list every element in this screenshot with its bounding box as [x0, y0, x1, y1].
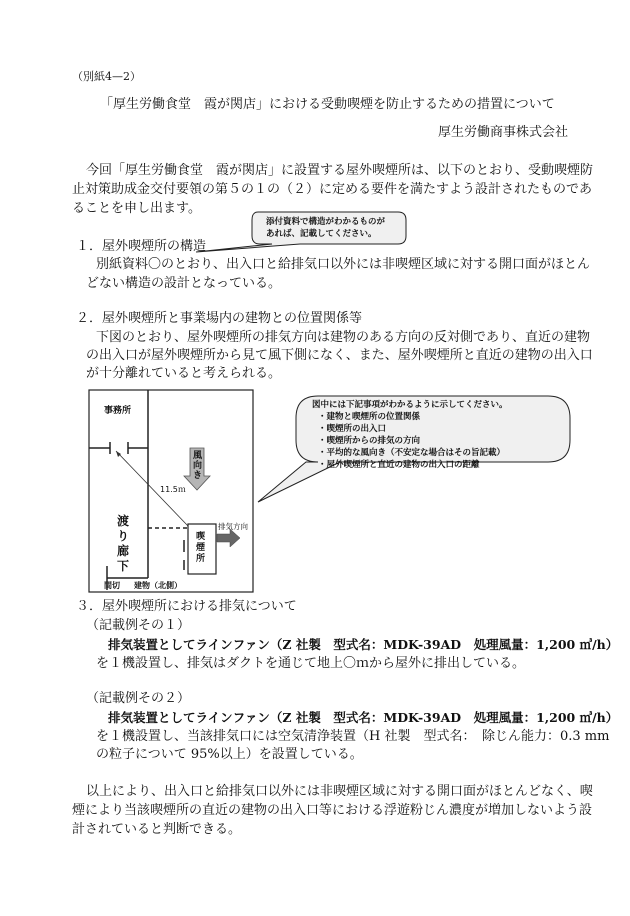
example-2-line-2: を１機設置し、当該排気口には空気清浄装置（H 社製 型式名： 除じん能力：0.3 mm: [96, 729, 610, 744]
callout-2-item: ・屋外喫煙所と直近の建物の出入口の距離: [318, 460, 480, 470]
section-1-heading: １．屋外喫煙所の構造: [76, 239, 207, 254]
section-2-line-3: が十分離れていると考えられる。: [86, 366, 282, 381]
wind-label: 風向き: [193, 451, 203, 481]
conclusion-line-2: 煙により当該喫煙所の直近の建物の出入口等における浮遊粉じん濃度が増加しないよう設: [72, 803, 593, 818]
callout-2-item: ・平均的な風向き（不安定な場合はその旨記載）: [318, 448, 506, 458]
callout-2-item: ・喫煙所からの排気の方向: [318, 436, 421, 446]
intro-line-3: ることを申し出ます。: [72, 201, 201, 216]
callout-1-line-1: 添付資料で構造がわかるものが: [266, 217, 386, 227]
attachment-label: （別紙4—2）: [72, 70, 141, 83]
page-title: 「厚生労働食堂 霞が関店」における受動喫煙を防止するための措置について: [100, 97, 555, 112]
conclusion-line-3: 計されていると判断できる。: [72, 822, 242, 837]
office-label: 事務所: [104, 406, 132, 416]
callout-2-item: ・喫煙所の出入口: [318, 424, 387, 434]
section-1-line-2: どない構造の設計となっている。: [86, 276, 282, 291]
callout-1-line-2: あれば、記載してください。: [266, 229, 377, 239]
smoking-area-label: 喫煙所: [196, 532, 206, 564]
conclusion-line-1: 以上により、出入口と給排気口以外には非喫煙区域に対する開口面がほとんどなく、喫: [86, 784, 593, 799]
example-1-line-1: 排気装置としてラインファン（Z 社製 型式名：MDK-39AD 処理風量：1,200 ㎥/h）: [108, 637, 619, 652]
exhaust-label: 排気方向: [218, 522, 248, 531]
callout-2-intro: 図中には下記事項がわかるように示してください。: [312, 400, 508, 410]
example-1-line-2: を１機設置し、排気はダクトを通じて地上〇ｍから屋外に排出している。: [96, 656, 526, 671]
example-2-label: （記載例その２）: [86, 691, 191, 706]
company-name: 厚生労働商事株式会社: [438, 125, 569, 140]
building-label: 建物（北側）: [134, 581, 182, 590]
section-3-heading: ３．屋外喫煙所における排気について: [76, 599, 297, 614]
example-2-line-3: の粒子について 95%以上）を設置している。: [96, 747, 363, 762]
intro-line-1: 今回「厚生労働食堂 霞が関店」に設置する屋外喫煙所は、以下のとおり、受動喫煙防: [86, 163, 594, 178]
intro-line-2: 止対策助成金交付要領の第５の１の（２）に定める要件を満たすよう設計されたものであ: [72, 182, 593, 197]
corridor-label: 渡り廊下: [117, 514, 130, 573]
section-2-line-2: の出入口が屋外喫煙所から見て風下側になく、また、屋外喫煙所と直近の建物の出入口: [86, 348, 593, 363]
section-2-line-1: 下図のとおり、屋外喫煙所の排気方向は建物のある方向の反対側であり、直近の建物: [96, 330, 591, 345]
section-2-heading: ２．屋外喫煙所と事業場内の建物との位置関係等: [76, 311, 363, 326]
example-1-label: （記載例その１）: [86, 618, 191, 633]
callout-2-item: ・建物と喫煙所の位置関係: [318, 412, 421, 422]
section-1-line-1: 別紙資料〇のとおり、出入口と給排気口以外には非喫煙区域に対する開口面がほとん: [96, 257, 591, 272]
example-2-line-1: 排気装置としてラインファン（Z 社製 型式名：MDK-39AD 処理風量：1,200 ㎥/h）: [108, 710, 619, 725]
distance-label: 11.5ｍ: [160, 485, 186, 494]
partition-label: 間切: [104, 581, 120, 590]
